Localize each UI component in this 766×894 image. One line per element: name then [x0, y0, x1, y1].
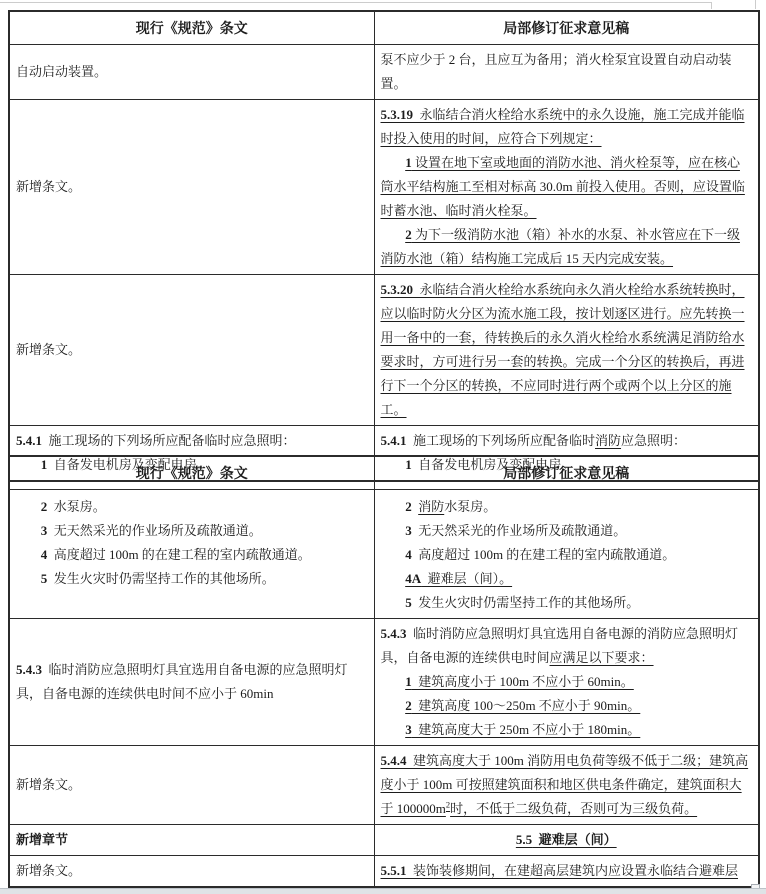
column-header-current: 现行《规范》条文	[9, 456, 374, 490]
cell-current-new-chapter	[9, 825, 374, 856]
table-row	[9, 45, 759, 100]
text-run: 水泵房。	[444, 499, 497, 514]
text-run: 设置在地下室或地面的消防水池、消火栓泵等，应在核心筒水平结构施工至相对标高 30.0m 前投入使用。否则，应设置临时蓄水池、临时消火栓泵。	[380, 155, 745, 218]
comparison-table-1	[8, 10, 760, 482]
clause-number: 3	[405, 722, 412, 737]
cell-current-new-clause	[9, 856, 374, 888]
text-run: 建筑高度 100～250m 不应小于 90min。	[411, 698, 641, 713]
paragraph	[16, 567, 368, 591]
paragraph	[381, 223, 753, 271]
column-header-current: 现行《规范》条文	[9, 11, 374, 45]
text-run: 自备发电机房及变配电房。	[411, 457, 575, 472]
paragraph	[381, 151, 753, 223]
header-row	[9, 11, 759, 45]
paragraph	[16, 773, 368, 797]
clause-number: 3	[40, 523, 48, 538]
paragraph	[381, 591, 753, 615]
paragraph	[381, 519, 753, 543]
text-run: 2	[445, 799, 451, 810]
paragraph	[16, 543, 368, 567]
page-edge-strip	[0, 888, 766, 894]
paragraph	[16, 519, 368, 543]
clause-number: 5.4.1	[16, 433, 42, 448]
table-row	[9, 619, 759, 746]
clause-number: 1	[40, 457, 48, 472]
clause-number: 1	[405, 457, 412, 472]
column-header-revision: 局部修订征求意见稿	[374, 11, 759, 45]
text-run: 高度超过 100m 的在建工程的室内疏散通道。	[411, 547, 676, 562]
clause-number: 避难层（间）	[532, 832, 617, 847]
header-row	[9, 456, 759, 490]
cell-current-new-clause	[9, 746, 374, 825]
paragraph	[16, 828, 368, 852]
clause-number: 5.5.1	[380, 863, 407, 878]
paragraph	[381, 622, 753, 670]
paragraph	[381, 694, 753, 718]
table-row	[9, 825, 759, 856]
text-run: 发生火灾时仍需坚持工作的其他场所。	[411, 595, 640, 610]
text-run: 无天然采光的作业场所及疏散通道。	[411, 523, 627, 538]
text-run: 新增条文。	[16, 342, 82, 357]
text-run: 施工现场的下列场所应配备临时应急照明：	[42, 433, 296, 448]
paragraph	[381, 749, 753, 821]
cell-revision-5-5-1	[374, 856, 759, 888]
cell-revision-5-5-title	[374, 825, 759, 856]
text-run: 无天然采光的作业场所及疏散通道。	[47, 523, 262, 538]
paragraph	[381, 48, 753, 96]
table-row	[9, 746, 759, 825]
text-run: 建筑高度小于 100m 不应小于 60min。	[411, 674, 634, 689]
paragraph	[381, 567, 753, 591]
clause-number: 4	[40, 547, 48, 562]
cell-revision-5-3-20	[374, 275, 759, 426]
table-row	[9, 856, 759, 888]
cell-revision-5-4-4	[374, 746, 759, 825]
text-run: 施工现场的下列场所应配备临时	[406, 433, 596, 448]
column-header-revision: 局部修订征求意见稿	[374, 456, 759, 490]
paragraph	[381, 429, 753, 453]
text-run: 临时消防应急照明灯具宜选用自备电源的消防应急照明灯具，自备电源的连续供电时间	[380, 626, 739, 665]
text-run: 自动启动装置。	[16, 64, 108, 79]
cell-revision-5-3-19	[374, 100, 759, 275]
clause-number: 5	[405, 595, 412, 610]
cell-current-5-4-3	[9, 619, 374, 746]
paragraph	[381, 859, 753, 883]
page-top-tick-mark	[711, 2, 712, 9]
text-run: 避难层（间）。	[421, 571, 513, 586]
table-row	[9, 100, 759, 275]
paragraph	[16, 175, 368, 199]
paragraph	[16, 859, 368, 883]
clause-number: 5	[40, 571, 48, 586]
text-run: 临时消防应急照明灯具宜选用自备电源的应急照明灯具，自备电源的连续供电时间不应小于 60min	[16, 662, 348, 701]
paragraph	[16, 60, 368, 84]
paragraph	[381, 278, 753, 422]
cell-revision-5-4-3	[374, 619, 759, 746]
table-row	[9, 490, 759, 619]
text-run: 泵不应少于 2 台，且应互为备用；消火栓泵宜设置自动启动装置。	[380, 52, 732, 91]
clause-number: 5.4.1	[380, 433, 407, 448]
text-run: 永临结合消火栓给水系统向永久消火栓给水系统转换时，应以临时防火分区为流水施工段，按计划逐区进行。应先转换一用一备中的一套，待转换后的永久消火栓给水系统满足消防给水要求时，方可进行另一套的转换。完成一个分区的转换后，再进行下一个分区的转换，不应同时进行两个或两个以上分区的施工。	[380, 282, 745, 417]
paragraph	[16, 429, 368, 453]
text-run: 建筑高度大于 250m 不应小于 180min。	[411, 722, 641, 737]
paragraph	[16, 338, 368, 362]
text-run: 应满足以下要求：	[549, 650, 654, 665]
text-run: 新增条文。	[16, 179, 82, 194]
text-run: 新增条文。	[16, 863, 82, 878]
text-run: 永临结合消火栓给水系统中的永久设施，施工完成并能临时投入使用的时间，应符合下列规定：	[380, 107, 745, 146]
cell-revision-place-list	[374, 490, 759, 619]
table-row	[9, 275, 759, 426]
text-run: 装饰装修期间，在建超高层建筑内应设置永临结合避难层	[406, 863, 739, 878]
cell-current-auto-start	[9, 45, 374, 100]
clause-number: 新增章节	[16, 832, 69, 847]
text-run: 应急照明：	[621, 433, 687, 448]
clause-number: 2	[40, 499, 48, 514]
paragraph	[381, 718, 753, 742]
text-run: 消防	[595, 433, 622, 448]
clause-number: 5.4.4	[380, 753, 407, 768]
clause-number: 4A	[405, 571, 422, 586]
clause-number: 4	[405, 547, 412, 562]
text-run: 消防	[418, 499, 445, 514]
paragraph	[381, 670, 753, 694]
text-run: 自备发电机房及变配电房。	[47, 457, 210, 472]
text-run: 建筑高度大于 100m 消防用电负荷等级不低于二级；建筑高度小于 100m 可按照建筑面积和地区供电条件确定，建筑面积大于 100000m	[380, 753, 749, 816]
paragraph	[381, 828, 753, 852]
clause-number: 5.4.3	[16, 662, 42, 677]
clause-number: 1	[405, 674, 412, 689]
cell-current-new-clause	[9, 100, 374, 275]
text-run: 时，不低于二级负荷，否则可为三级负荷。	[450, 801, 698, 816]
page-top-tick-mark	[755, 0, 756, 9]
paragraph	[16, 658, 368, 706]
clause-number: 2	[405, 227, 412, 242]
cell-current-new-clause	[9, 275, 374, 426]
clause-number: 2	[405, 698, 412, 713]
paragraph	[16, 495, 368, 519]
clause-number: 5.3.19	[380, 107, 413, 122]
clause-number: 3	[405, 523, 412, 538]
text-run: 高度超过 100m 的在建工程的室内疏散通道。	[47, 547, 311, 562]
text-run: 新增条文。	[16, 777, 82, 792]
paragraph	[381, 495, 753, 519]
text-run: 为下一级消防水池（箱）补水的水泵、补水管应在下一级消防水池（箱）结构施工完成后 15 天内完成安装。	[380, 227, 740, 266]
comparison-table-2	[8, 455, 760, 888]
clause-number: 5.3.20	[380, 282, 413, 297]
paragraph	[381, 543, 753, 567]
clause-number: 5.5	[515, 832, 533, 847]
paragraph	[381, 103, 753, 151]
clause-number: 2	[405, 499, 412, 514]
clause-number: 1	[405, 155, 412, 170]
page-top-divider-line	[0, 2, 712, 3]
text-run: 水泵房。	[47, 499, 106, 514]
cell-current-place-list	[9, 490, 374, 619]
cell-revision-pump-count	[374, 45, 759, 100]
text-run: 发生火灾时仍需坚持工作的其他场所。	[47, 571, 275, 586]
clause-number: 5.4.3	[380, 626, 407, 641]
